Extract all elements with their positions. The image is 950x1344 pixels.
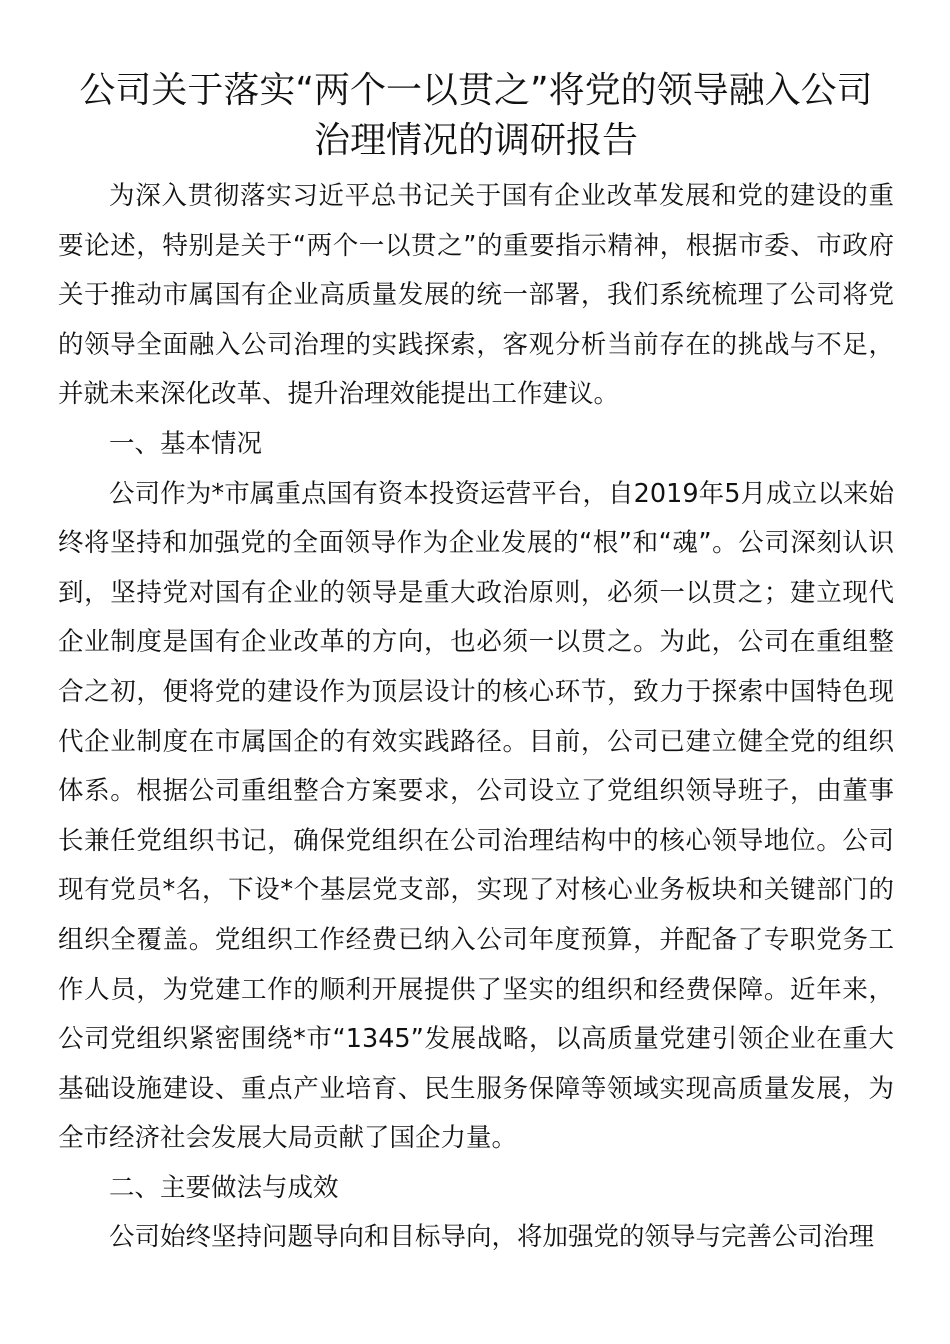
intro-paragraph: 为深入贯彻落实习近平总书记关于国有企业改革发展和党的建设的重要论述，特别是关于“两个一以贯之”的重要指示精神，根据市委、市政府关于推动市属国有企业高质量发展的统一部署，我们系统梳理了公司将党的领导全面融入公司治理的实践探索，客观分析当前存在的挑战与不足，并就未来深化改革、提升治理效能提出工作建议。 [58,181,894,410]
section-1-paragraph: 公司作为*市属重点国有资本投资运营平台，自2019年5月成立以来始终将坚持和加强党的全面领导作为企业发展的“根”和“魂”。公司深刻认识到，坚持党对国有企业的领导是重大政治原则，必须一以贯之；建立现代企业制度是国有企业改革的方向，也必须一以贯之。为此，公司在重组整合之初，便将党的建设作为顶层设计的核心环节，致力于探索中国特色现代企业制度在市属国企的有效实践路径。目前，公司已建立健全党的组织体系。根据公司重组整合方案要求，公司设立了党组织领导班子，由董事长兼任党组织书记，确保党组织在公司治理结构中的核心领导地位。公司现有党员*名，下设*个基层党支部，实现了对核心业务板块和关键部门的组织全覆盖。党组织工作经费已纳入公司年度预算，并配备了专职党务工作人员，为党建工作的顺利开展提供了坚实的组织和经费保障。近年来，公司党组织紧密围绕*市“1345”发展战略，以高质量党建引领企业在重大基础设施建设、重点产业培育、民生服务保障等领域实现高质量发展，为全市经济社会发展大局贡献了国企力量。 [58,478,894,1154]
document-body [58,172,894,1263]
document-title [58,66,894,166]
title-line-1: 公司关于落实“两个一以贯之”将党的领导融入公司 [79,70,873,111]
section-heading-practices-results: 二、主要做法与成效 [109,1172,339,1203]
title-line-2: 治理情况的调研报告 [313,120,638,161]
section-2-paragraph: 公司始终坚持问题导向和目标导向，将加强党的领导与完善公司治理 [109,1222,875,1253]
section-heading-basic-situation: 一、基本情况 [109,428,263,459]
